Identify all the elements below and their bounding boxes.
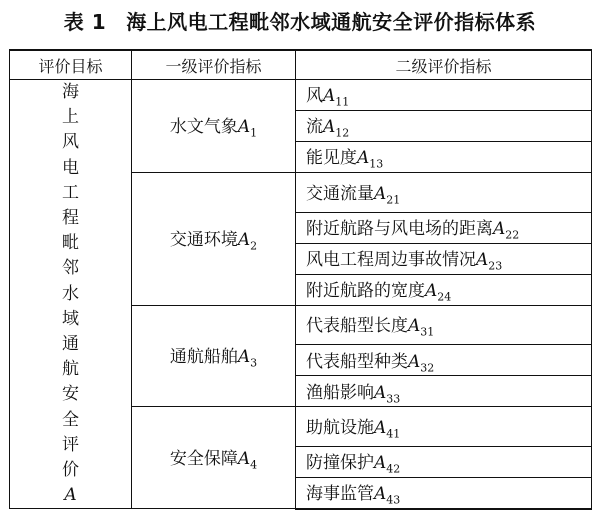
variable-symbol (408, 316, 435, 339)
variable-subscript: 13 (369, 157, 384, 171)
variable-subscript: 12 (335, 126, 350, 140)
table-title: 海上风电工程毗邻水域通航安全评价指标体系 (126, 10, 537, 34)
variable-subscript: 31 (420, 325, 435, 339)
header-goal: 评价目标 (10, 50, 132, 80)
variable-letter: A (237, 117, 251, 138)
variable-symbol (493, 218, 520, 242)
secondary-indicator-label: 流 (306, 117, 323, 138)
variable-symbol (425, 280, 452, 304)
variable-letter: A (323, 117, 336, 138)
secondary-indicator-cell (296, 305, 592, 345)
secondary-indicator-label: 交通流量 (306, 183, 374, 204)
secondary-indicator-label: 能见度 (306, 148, 357, 169)
variable-subscript: 24 (437, 290, 452, 304)
secondary-indicator-label: 防撞保护 (306, 453, 374, 474)
variable-subscript: 4 (250, 458, 258, 472)
secondary-indicator-label: 附近航路与风电场的距离 (306, 218, 493, 239)
secondary-indicator-cell (296, 212, 592, 243)
variable-subscript: 22 (505, 228, 520, 242)
primary-indicator-cell (132, 407, 296, 509)
variable-symbol (237, 117, 258, 140)
variable-subscript: 41 (386, 427, 401, 441)
variable-letter: A (408, 316, 421, 337)
secondary-indicator-label: 助航设施 (306, 417, 374, 438)
secondary-indicator-cell (296, 142, 592, 173)
variable-symbol (408, 352, 434, 372)
primary-indicator-label: 水文气象 (169, 117, 238, 138)
secondary-indicator-label: 海事监管 (306, 484, 374, 505)
variable-subscript: 23 (488, 259, 503, 273)
variable-letter: A (476, 249, 489, 270)
variable-symbol (374, 484, 401, 507)
secondary-indicator-label: 风电工程周边事故情况 (306, 249, 476, 270)
primary-indicator-cell (132, 305, 296, 407)
secondary-indicator-label: 代表船型长度 (306, 316, 408, 337)
variable-symbol (374, 183, 401, 207)
variable-subscript: 42 (386, 462, 401, 476)
variable-letter: A (374, 417, 387, 438)
secondary-indicator-cell (296, 111, 592, 142)
variable-symbol (323, 117, 350, 140)
secondary-indicator-cell (296, 80, 592, 111)
variable-subscript: 21 (386, 193, 401, 207)
table-caption (0, 6, 600, 35)
variable-subscript: 1 (250, 126, 258, 140)
primary-indicator-label: 通航船舶 (169, 347, 238, 368)
header-secondary: 二级评价指标 (296, 50, 592, 80)
secondary-indicator-label: 附近航路的宽度 (306, 280, 425, 301)
variable-symbol (323, 86, 350, 109)
goal-variable: A (64, 485, 77, 506)
table-body (10, 80, 592, 509)
secondary-indicator-cell (296, 376, 592, 407)
variable-subscript: 2 (250, 239, 258, 253)
secondary-indicator-label: 渔船影响 (306, 382, 374, 403)
table-number: 表 1 (63, 10, 107, 34)
variable-letter: A (357, 148, 370, 169)
variable-letter: A (374, 183, 387, 204)
variable-symbol (374, 417, 401, 441)
variable-subscript: 43 (386, 493, 401, 507)
primary-indicator-label: 安全保障 (169, 449, 238, 470)
variable-letter: A (425, 280, 438, 301)
variable-letter: A (237, 230, 251, 251)
variable-letter: A (374, 453, 387, 474)
secondary-indicator-label: 风 (306, 86, 323, 107)
secondary-indicator-cell (296, 345, 592, 376)
variable-letter: A (237, 449, 251, 470)
primary-indicator-cell (132, 80, 296, 173)
secondary-indicator-label: 代表船型种类 (306, 351, 408, 372)
variable-symbol (237, 449, 258, 472)
goal-label: 海上风电工程毗邻水域通航安全评价 (62, 82, 79, 481)
secondary-indicator-cell (296, 407, 592, 447)
variable-symbol (374, 453, 401, 476)
variable-subscript: 3 (250, 356, 258, 370)
variable-letter: A (374, 382, 387, 403)
goal-vertical-text (61, 80, 81, 508)
variable-subscript: 11 (335, 95, 350, 109)
variable-letter: A (408, 351, 421, 372)
variable-symbol (237, 230, 258, 253)
variable-symbol (374, 383, 400, 403)
variable-subscript: 33 (386, 391, 401, 405)
variable-symbol (237, 347, 258, 370)
table-row (10, 80, 592, 111)
variable-subscript: 32 (420, 360, 435, 374)
secondary-indicator-cell (296, 274, 592, 305)
header-primary: 一级评价指标 (132, 50, 296, 80)
header-row (10, 50, 592, 80)
variable-symbol (476, 249, 503, 273)
secondary-indicator-cell (296, 173, 592, 213)
primary-indicator-label: 交通环境 (169, 230, 238, 251)
secondary-indicator-cell (296, 243, 592, 274)
variable-letter: A (237, 347, 251, 368)
variable-letter: A (323, 86, 336, 107)
secondary-indicator-cell (296, 477, 592, 509)
primary-indicator-cell (132, 173, 296, 306)
indicator-table (9, 49, 592, 510)
variable-letter: A (374, 484, 387, 505)
secondary-indicator-cell (296, 446, 592, 477)
goal-cell (10, 80, 132, 509)
variable-letter: A (493, 218, 506, 239)
variable-symbol (357, 148, 384, 171)
